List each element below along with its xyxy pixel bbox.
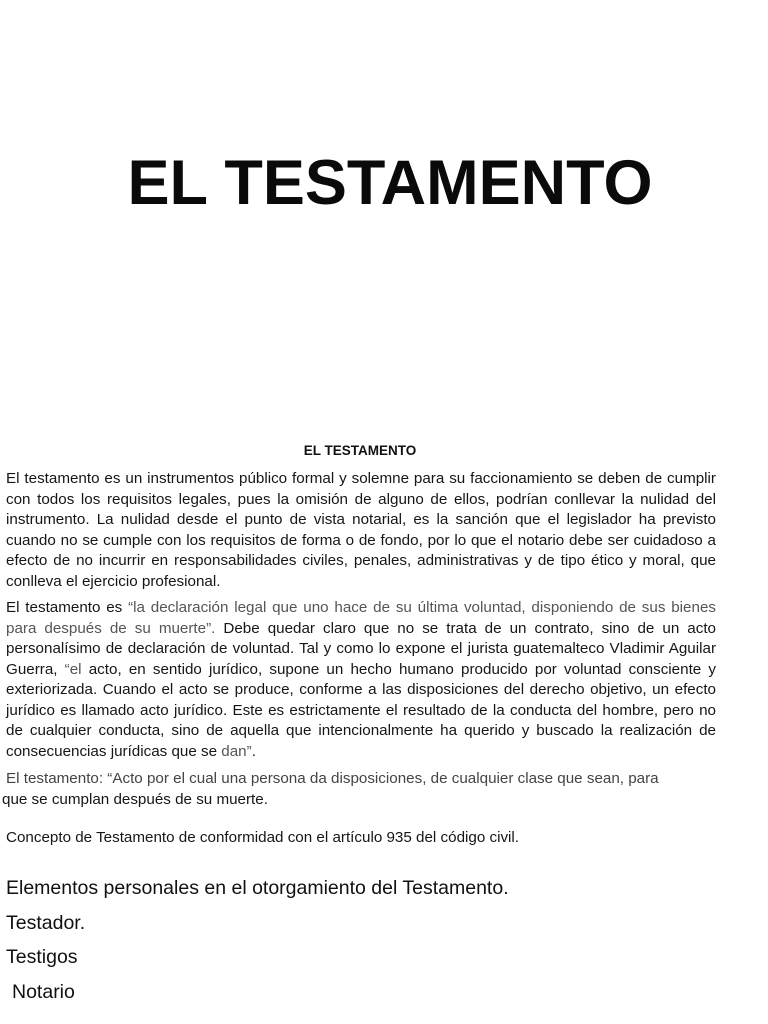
paragraph-2-part3: acto, en sentido jurídico, supone un hecho humano producido por voluntad consciente y exteriorizada. Cuando el acto se produce, conforme a las disposiciones del derecho objetivo, un efecto jurídico es llamado acto jurídico. Este es estrictamente el resultado de la conducta del hombre, pero no de cualquier conducta, sino de aquella que intencionalmente ha querido y buscado la realización de consecuencias jurídicas que se <box>6 660 716 760</box>
document-title: EL TESTAMENTO <box>127 148 653 218</box>
paragraph-3-rest: que se cumplan después de su muerte. <box>2 790 268 808</box>
paragraph-3-text <box>2 769 716 810</box>
list-item: Notario <box>12 980 75 1003</box>
paragraph-2-text <box>6 598 716 762</box>
paragraph-1 <box>6 469 716 592</box>
section-heading: EL TESTAMENTO <box>303 443 417 458</box>
paragraph-3 <box>2 769 716 810</box>
paragraph-2-part4: . <box>251 742 256 760</box>
paragraph-1-text: El testamento es un instrumentos público formal y solemne para su faccionamiento se deben de cumplir con todos los requisitos legales, pues la omisión de alguno de ellos, podrían conllevar la nulidad del instrumento. La nulidad desde el punto de vista notarial, es la sanción que el legislador ha previsto cuando no se cumple con los requisitos de forma o de fondo, por lo que el notario debe ser cuidadoso a efecto de no incurrir en responsabilidades civiles, penales, administrativas y de tipo ético y moral, que conlleva el ejercicio profesional. <box>6 470 716 590</box>
list-item: Testador. <box>6 911 86 934</box>
paragraph-2-quote2-start: “el <box>64 660 82 678</box>
paragraph-2-part2: Debe quedar claro que no se trata de un contrato, sino de un acto personalísimo de declaración de voluntad. Tal y como lo expone el jurista guatemalteco Vladimir Aguilar Guerra, <box>6 619 716 678</box>
paragraph-2-quote1: “la declaración legal que uno hace de su última voluntad, disponiendo de sus bienes para después de su <box>6 599 716 637</box>
list-item: Elementos personales en el otorgamiento del Testamento. <box>6 877 509 899</box>
paragraph-4-text: Concepto de Testamento de conformidad con el artículo 935 del código civil. <box>6 829 520 846</box>
paragraph-4 <box>6 828 716 849</box>
elements-list <box>6 874 746 1012</box>
paragraph-2 <box>6 598 716 762</box>
paragraph-2-quote2-end: dan” <box>221 742 252 760</box>
list-item: Testigos <box>6 946 78 968</box>
paragraph-2-quote1-end: muerte”. <box>158 619 216 637</box>
paragraph-2-part1: El testamento es <box>6 599 129 616</box>
paragraph-3-quote: El testamento: “Acto por el cual una persona da disposiciones, de cualquier clase que sean, para <box>6 770 659 787</box>
